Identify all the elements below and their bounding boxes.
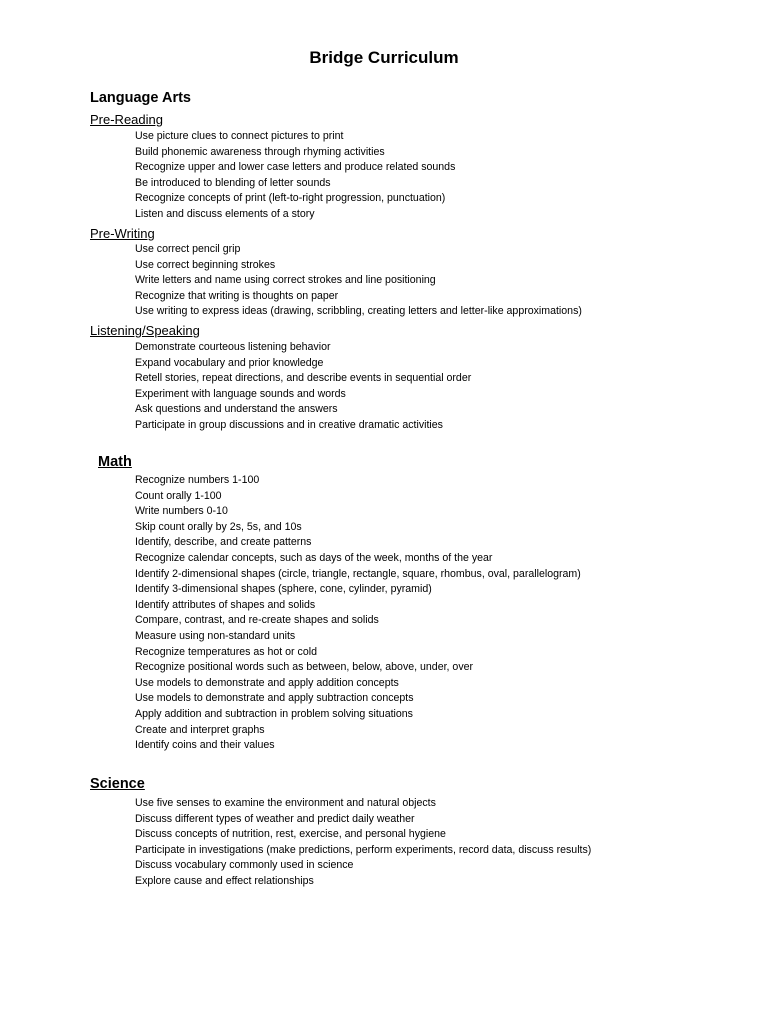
list-item: Participate in group discussions and in creative dramatic activities	[135, 418, 443, 431]
page-title: Bridge Curriculum	[309, 48, 459, 67]
subheading-listening-speaking: Listening/Speaking	[90, 323, 200, 338]
list-item: Compare, contrast, and re-create shapes and solids	[135, 614, 379, 627]
list-item: Discuss vocabulary commonly used in science	[135, 859, 354, 872]
list-item: Use picture clues to connect pictures to print	[135, 130, 344, 142]
section-heading-science: Science	[90, 776, 145, 792]
list-item: Use models to demonstrate and apply subtraction concepts	[135, 692, 414, 705]
listening-speaking-list	[135, 340, 471, 434]
list-item: Demonstrate courteous listening behavior	[135, 341, 331, 353]
list-item: Participate in investigations (make predictions, perform experiments, record data, discuss results)	[135, 843, 592, 856]
list-item: Recognize temperatures as hot or cold	[135, 645, 317, 658]
list-item: Identify 3-dimensional shapes (sphere, cone, cylinder, pyramid)	[135, 583, 432, 596]
list-item: Recognize upper and lower case letters and produce related sounds	[135, 161, 456, 174]
list-item: Expand vocabulary and prior knowledge	[135, 356, 324, 369]
list-item: Discuss concepts of nutrition, rest, exercise, and personal hygiene	[135, 828, 446, 841]
list-item: Build phonemic awareness through rhyming activities	[135, 145, 385, 158]
list-item: Discuss different types of weather and predict daily weather	[135, 812, 415, 825]
list-item: Recognize positional words such as between, below, above, under, over	[135, 661, 474, 674]
list-item: Skip count orally by 2s, 5s, and 10s	[135, 520, 302, 533]
list-item: Identify, describe, and create patterns	[135, 536, 312, 549]
list-item: Be introduced to blending of letter sounds	[135, 176, 331, 189]
list-item: Explore cause and effect relationships	[135, 874, 314, 887]
list-item: Recognize numbers 1-100	[135, 474, 260, 486]
section-heading-language-arts: Language Arts	[90, 90, 191, 106]
list-item: Use five senses to examine the environment and natural objects	[135, 797, 436, 809]
list-item: Count orally 1-100	[135, 489, 222, 502]
list-item: Use models to demonstrate and apply addition concepts	[135, 676, 399, 689]
math-list	[135, 473, 581, 754]
list-item: Ask questions and understand the answers	[135, 403, 338, 416]
list-item: Recognize calendar concepts, such as days of the week, months of the year	[135, 551, 493, 564]
list-item: Identify 2-dimensional shapes (circle, triangle, rectangle, square, rhombus, oval, parallelogram)	[135, 567, 581, 580]
science-list	[135, 796, 591, 890]
list-item: Identify coins and their values	[135, 739, 275, 752]
list-item: Write numbers 0-10	[135, 505, 228, 518]
list-item: Use correct beginning strokes	[135, 258, 276, 271]
list-item: Create and interpret graphs	[135, 723, 265, 736]
pre-reading-list	[135, 129, 455, 223]
list-item: Retell stories, repeat directions, and describe events in sequential order	[135, 372, 472, 385]
list-item: Apply addition and subtraction in problem solving situations	[135, 707, 413, 720]
list-item: Identify attributes of shapes and solids	[135, 598, 316, 611]
list-item: Experiment with language sounds and words	[135, 387, 346, 400]
list-item: Write letters and name using correct strokes and line positioning	[135, 274, 436, 287]
list-item: Listen and discuss elements of a story	[135, 207, 315, 220]
section-heading-math: Math	[98, 454, 132, 470]
list-item: Recognize concepts of print (left-to-right progression, punctuation)	[135, 192, 446, 205]
list-item: Use correct pencil grip	[135, 243, 241, 255]
subheading-pre-reading: Pre-Reading	[90, 112, 163, 127]
list-item: Use writing to express ideas (drawing, scribbling, creating letters and letter-like approximations)	[135, 305, 582, 318]
pre-writing-list	[135, 242, 582, 320]
list-item: Recognize that writing is thoughts on paper	[135, 289, 339, 302]
subheading-pre-writing: Pre-Writing	[90, 226, 155, 241]
list-item: Measure using non-standard units	[135, 629, 296, 642]
